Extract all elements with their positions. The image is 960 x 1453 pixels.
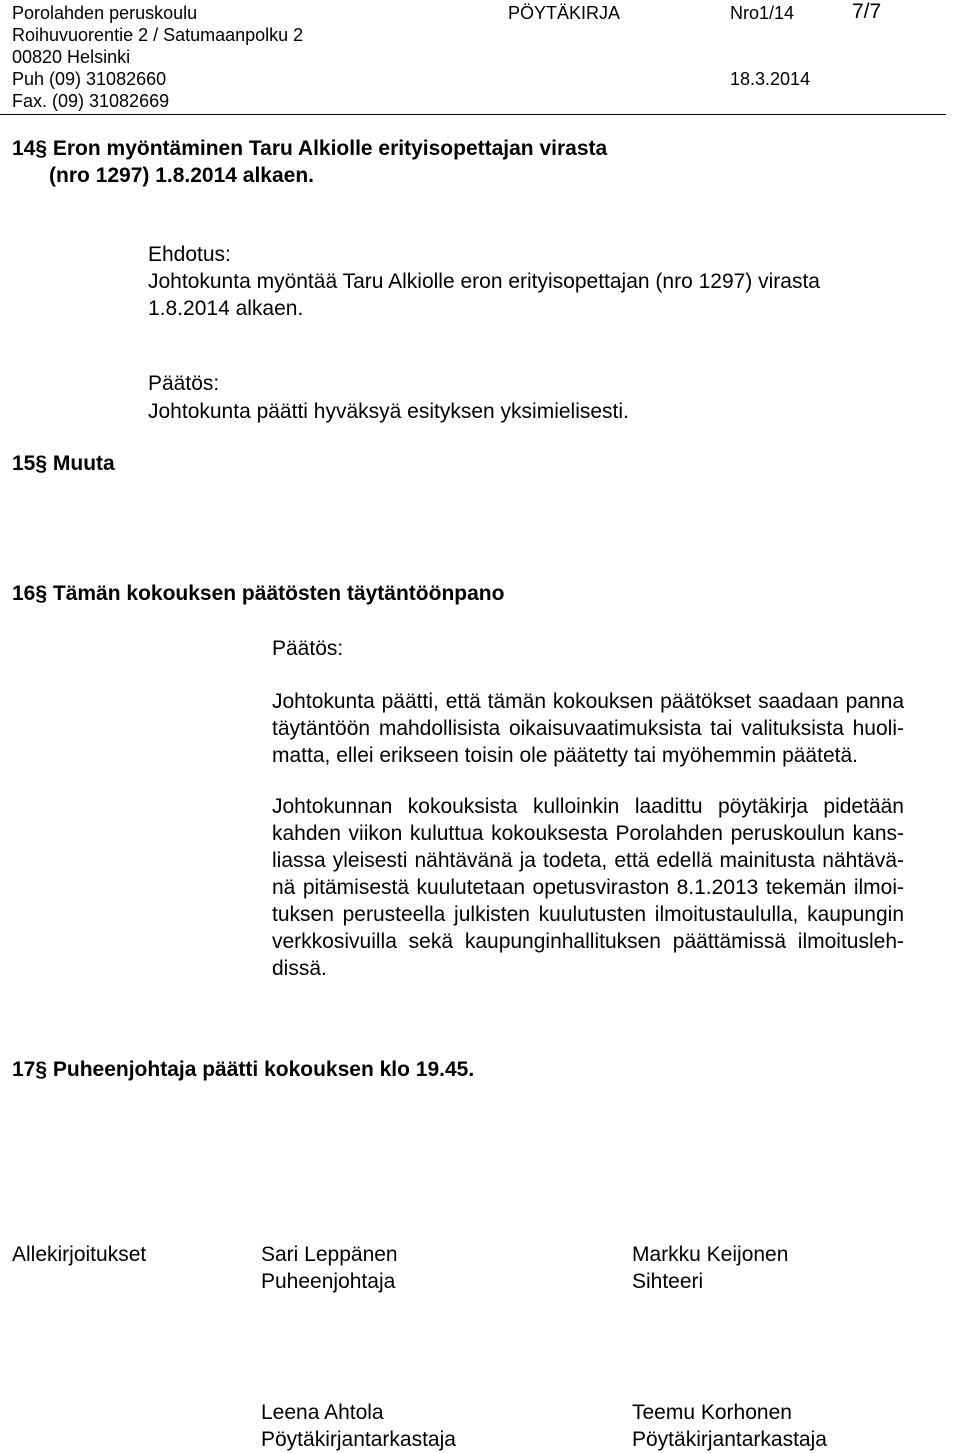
section-17-title: 17§ Puheenjohtaja päätti kokouksen klo 19.45. [12,1058,475,1081]
checker-1-role: Pöytäkirjantarkastaja [261,1428,456,1451]
signatures-label: Allekirjoitukset [12,1243,147,1266]
section-14-decision-label: Päätös: [148,372,220,395]
paragraph-line: Johtokunta päätti, että tämän kokouksen päätökset saadaan panna [272,690,904,713]
secretary-role: Sihteeri [632,1270,704,1293]
paragraph-line: tuksen perusteella julkisten kuulutusten ilmoitustaululla, kaupungin [272,903,904,926]
paragraph-line: dissä. [272,957,327,980]
section-14-title-line2: (nro 1297) 1.8.2014 alkaen. [49,164,314,187]
section-14-title-line1: 14§ Eron myöntäminen Taru Alkiolle erityisopettajan virasta [12,137,608,160]
checker-2-role: Pöytäkirjantarkastaja [632,1428,827,1451]
paragraph-line: verkkosivuilla sekä kaupunginhallituksen päättämissä ilmoitusleh- [272,930,904,953]
checker-1-name: Leena Ahtola [261,1401,384,1424]
section-15-title: 15§ Muuta [12,452,115,475]
school-phone: Puh (09) 31082660 [12,69,167,89]
section-14-proposal-label: Ehdotus: [148,243,231,266]
school-address: Roihuvuorentie 2 / Satumaanpolku 2 [12,25,304,45]
section-16-paragraph-1 [272,688,904,769]
checker-2-name: Teemu Korhonen [632,1401,792,1424]
document-date: 18.3.2014 [730,69,811,89]
school-city: 00820 Helsinki [12,47,131,67]
chair-role: Puheenjohtaja [261,1270,396,1293]
chair-name: Sari Leppänen [261,1243,398,1266]
school-fax: Fax. (09) 31082669 [12,91,170,111]
document-number: Nro1/14 [730,3,795,23]
document-type: PÖYTÄKIRJA [508,3,621,23]
section-16-title: 16§ Tämän kokouksen päätösten täytäntöönpano [12,582,505,605]
section-16-paragraph-2 [272,793,904,982]
page-number: 7/7 [852,0,882,23]
school-name: Porolahden peruskoulu [12,3,198,23]
paragraph-line: kahden viikon kuluttua kokouksesta Porolahden peruskoulun kans- [272,822,904,845]
section-14-decision-text: Johtokunta päätti hyväksyä esityksen yksimielisesti. [148,400,629,423]
paragraph-line: nä pitämisestä kuulutetaan opetusviraston 8.1.2013 tekemän ilmoi- [272,876,904,899]
paragraph-line: Johtokunnan kokouksista kulloinkin laadittu pöytäkirja pidetään [272,795,904,818]
paragraph-line: liassa yleisesti nähtävänä ja todeta, että edellä mainitusta nähtävä- [272,849,904,872]
section-14-proposal-line1: Johtokunta myöntää Taru Alkiolle eron erityisopettajan (nro 1297) virasta [148,270,820,293]
paragraph-line: täytäntöön mahdollisista oikaisuvaatimuksista tai valituksista huoli- [272,717,904,740]
section-16-decision-label: Päätös: [272,637,344,660]
header-divider [0,114,946,115]
secretary-name: Markku Keijonen [632,1243,789,1266]
section-14-proposal-line2: 1.8.2014 alkaen. [148,297,304,320]
paragraph-line: matta, ellei erikseen toisin ole päätetty tai myöhemmin päätetä. [272,744,858,767]
